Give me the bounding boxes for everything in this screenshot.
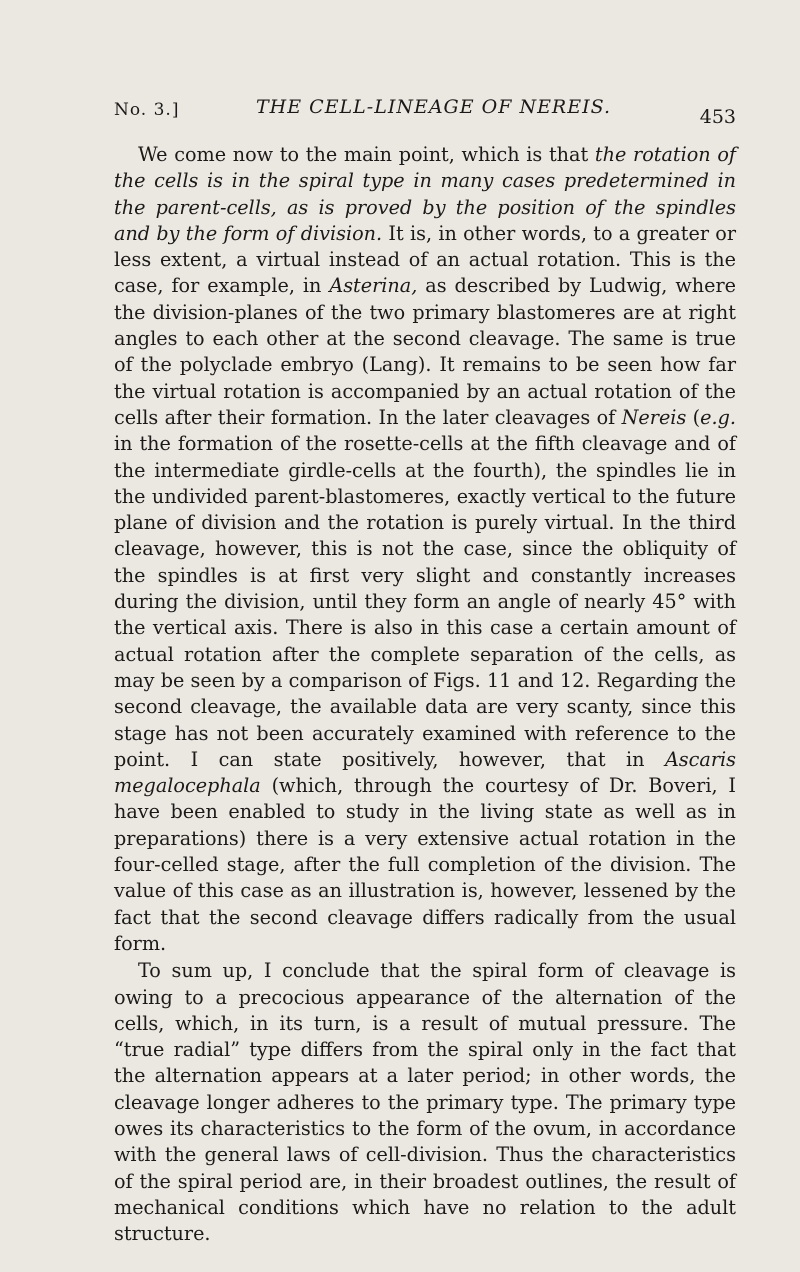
text-span: ( [686, 405, 701, 429]
running-head [114, 92, 736, 132]
italic-span: Asterina, [329, 274, 418, 298]
page-number: 453 [699, 106, 736, 128]
text-span: We come now to the main point, which is that [138, 143, 595, 166]
body-text [114, 142, 736, 1248]
text-span: as described by Ludwig, where the division-planes of the two primary blastomeres are at right angles to each other at the second cleavage. The same is true of the polyclade embryo (Lang). It remains to be seen how far the virtual rotation is accompanied by an actual rotation of the cells after their formation. In the later cleavages of [114, 274, 736, 429]
text-span: (which, through the courtesy of Dr. Boveri, I have been enabled to study in the living state as well as in preparations) there is a very extensive actual rotation in the four-celled stage, after the full completion of the division. The value of this case as an illustration is, however, lessened by the fact that the second cleavage differs radically from the usual form. [114, 774, 736, 955]
paragraph-2 [114, 958, 736, 1247]
text-span: To sum up, I conclude that the spiral form of cleavage is owing to a precocious appearance of the alternation of the cells, which, in its turn, is a result of mutual pressure. The “true radial” type differs from the spiral only in the fact that the alternation appears at a later period; in other words, the cleavage longer adheres to the primary type. The primary type owes its characteristics to the form of the ovum, in accordance with the general laws of cell-division. Thus the characteristics of the spiral period are, in their broadest outlines, the result of mechanical conditions which have no relation to the adult structure. [114, 959, 736, 1246]
italic-span: Nereis [621, 405, 687, 429]
text-span: It is, in other words, to a greater or less extent, a virtual instead of an actual rotation. This is the case, for example, in [114, 221, 736, 298]
italic-span: e.g. [700, 405, 736, 429]
text-span: in the formation of the rosette-cells at the fifth cleavage and of the intermediate girdle-cells at the fourth), the spindles lie in the undivided parent-blastomeres, exactly vertical to the future plane of division and the rotation is purely virtual. In the third cleavage, however, this is not the case, since the obliquity of the spindles is at first very slight and constantly increases during the division, until they form an angle of nearly 45° with the vertical axis. There is also in this case a certain amount of actual rotation after the complete separation of the cells, as may be seen by a comparison of Figs. 11 and 12. Regarding the second cleavage, the available data are very scanty, since this stage has not been accurately examined with reference to the point. I can state positively, however, that in [114, 432, 736, 771]
italic-span: the rotation of the cells is in the spiral type in many cases predetermined in the parent-cells, as is proved by the position of the spindles and by the form of division. [114, 143, 737, 245]
paragraph-1 [114, 142, 736, 957]
running-title: THE CELL-LINEAGE OF NEREIS. [256, 96, 611, 118]
italic-span: Ascaris megalocephala [114, 747, 736, 798]
issue-number: No. 3.] [114, 100, 180, 120]
